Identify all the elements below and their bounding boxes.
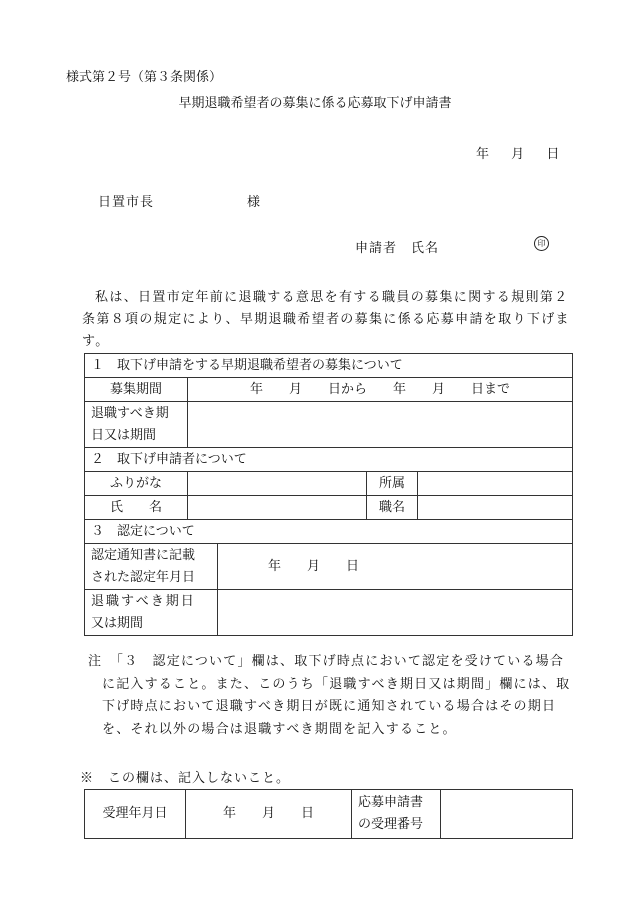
receipt-number-label-line1: 応募申請書 <box>358 795 424 810</box>
position-field[interactable] <box>418 496 573 520</box>
retire-date-field[interactable] <box>188 402 573 448</box>
note <box>88 651 572 741</box>
received-date-label: 受理年月日 <box>85 790 186 839</box>
honorific: 様 <box>247 195 261 210</box>
received-date-value[interactable]: 年 月 日 <box>186 790 352 839</box>
furigana-field[interactable] <box>188 472 367 496</box>
date-year: 年 <box>476 147 492 162</box>
name-label: 氏 名 <box>85 496 188 520</box>
date-day: 日 <box>546 147 562 162</box>
cert-date-text: 年 月 日 <box>268 558 360 574</box>
section1-heading: １ 取下げ申請をする早期退職希望者の募集について <box>85 354 573 378</box>
furigana-label: ふりがな <box>85 472 188 496</box>
document-title: 早期退職希望者の募集に係る応募取下げ申請書 <box>178 96 452 111</box>
office-use-note: ※ この欄は、記入しないこと。 <box>80 771 291 786</box>
seal-mark: 印 <box>534 236 549 251</box>
application-table <box>84 353 573 636</box>
retire-period-field[interactable] <box>218 590 573 636</box>
name-field[interactable] <box>188 496 367 520</box>
receipt-table <box>84 789 573 839</box>
retire-period-label-line1: 退職すべき期日 <box>91 593 196 609</box>
date-line <box>476 143 561 162</box>
applicant-name-label: 申請者 氏名 <box>355 241 440 256</box>
application-statement: 私は、日置市定年前に退職する意思を有する職員の募集に関する規則第２条第８項の規定により、早期退職希望者の募集に係る応募申請を取り下げます。 <box>82 290 570 349</box>
receipt-number-field[interactable] <box>441 790 573 839</box>
position-label: 職名 <box>367 496 418 520</box>
note-text: 注 「３ 認定について」欄は、取下げ時点において認定を受けている場合に記入すること。また、このうち「退職すべき期日又は期間」欄には、取下げ時点において退職すべき期日が既に通知されている場合はその期日を、それ以外の場合は退職すべき期間を記入すること。 <box>88 654 571 737</box>
section2-heading: ２ 取下げ申請者について <box>85 448 573 472</box>
date-month: 月 <box>511 147 527 162</box>
retire-date-label <box>85 402 188 448</box>
receipt-number-label-line2: の受理番号 <box>358 817 424 832</box>
affiliation-field[interactable] <box>418 472 573 496</box>
cert-date-label-line2: された認定年月日 <box>91 569 196 585</box>
retire-date-label-line2: 日又は期間 <box>91 427 157 443</box>
section3-heading: ３ 認定について <box>85 520 573 544</box>
addressee: 日置市長 <box>98 195 155 210</box>
recruit-period-label: 募集期間 <box>85 378 188 402</box>
retire-period-label <box>85 590 218 636</box>
affiliation-label: 所属 <box>367 472 418 496</box>
recruit-period-value: 年 月 日から 年 月 日まで <box>188 378 573 402</box>
cert-date-label <box>85 544 218 590</box>
cert-date-value[interactable] <box>218 544 573 590</box>
cert-date-label-line1: 認定通知書に記載 <box>91 547 196 563</box>
retire-date-label-line1: 退職すべき期 <box>91 405 169 421</box>
receipt-number-label <box>352 790 441 839</box>
form-number: 様式第２号（第３条関係） <box>66 70 223 85</box>
retire-period-label-line2: 又は期間 <box>91 615 144 631</box>
